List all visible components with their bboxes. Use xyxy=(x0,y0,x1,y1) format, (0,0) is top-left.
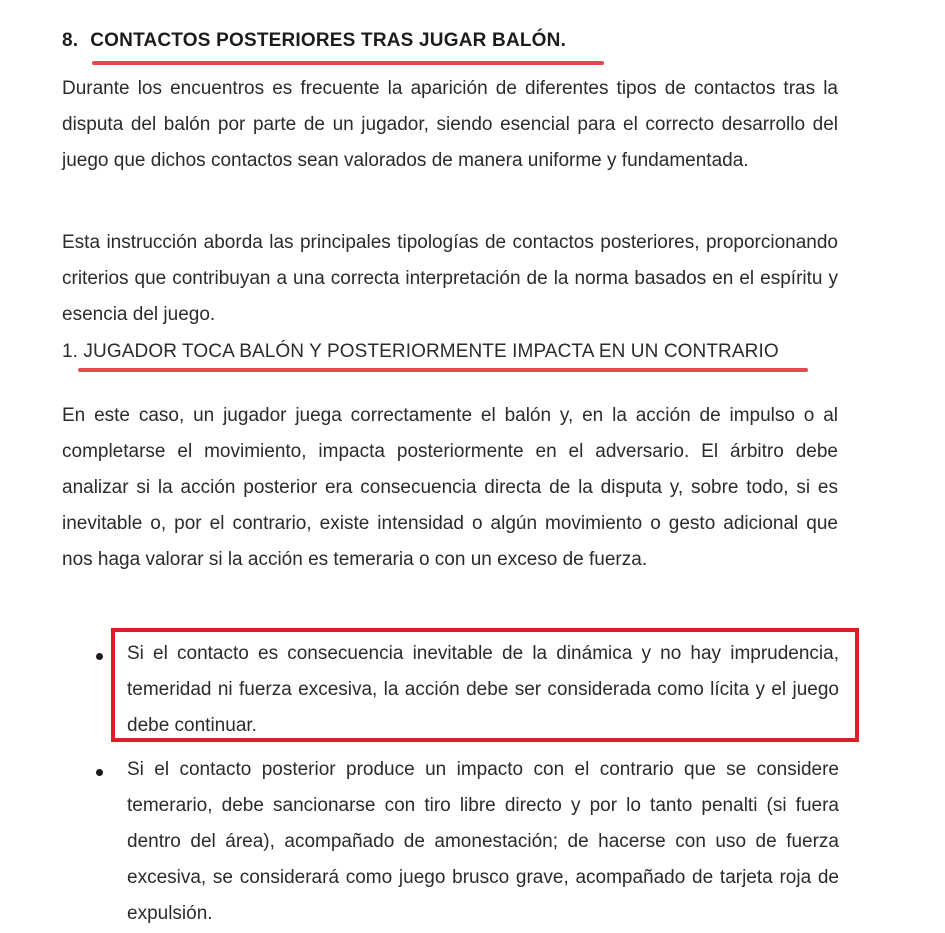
subsection-heading-underline xyxy=(78,368,808,372)
highlight-box xyxy=(111,628,859,742)
bullet-item-1: Si el contacto es consecuencia inevitable de la dinámica y no hay imprudencia, temeridad ni fuerza excesiva, la acción debe ser considerada como lícita y el juego debe continuar. xyxy=(127,643,839,736)
intro-paragraph-1: Durante los encuentros es frecuente la aparición de diferentes tipos de contactos tras la disputa del balón por parte de un jugador, siendo esencial para el correcto desarrollo del juego que dichos contactos sean valorados de manera uniforme y fundamentada. xyxy=(62,78,838,171)
section-heading xyxy=(62,30,566,52)
bullet-item-2: Si el contacto posterior produce un impacto con el contrario que se considere temerario, debe sancionarse con tiro libre directo y por lo tanto penalti (si fuera dentro del área), acompañado de amonestación; de hacerse con uso de fuerza excesiva, se considerará como juego brusco grave, acompañado de tarjeta roja de expulsión. xyxy=(127,759,839,924)
subsection-paragraph: En este caso, un jugador juega correctamente el balón y, en la acción de impulso o al completarse el movimiento, impacta posteriormente en el adversario. El árbitro debe analizar si la acción posterior era consecuencia directa de la disputa y, sobre todo, si es inevitable o, por el contrario, existe intensidad o algún movimiento o gesto adicional que nos haga valorar si la acción es temeraria o con un exceso de fuerza. xyxy=(62,405,838,570)
section-heading-underline xyxy=(92,61,604,65)
bullet-dot-icon xyxy=(96,769,103,776)
intro-paragraph-2: Esta instrucción aborda las principales tipologías de contactos posteriores, proporcionando criterios que contribuyan a una correcta interpretación de la norma basados en el espíritu y esencia del juego. xyxy=(62,232,838,325)
bullet-dot-icon xyxy=(96,653,103,660)
section-number: 8. xyxy=(62,30,79,51)
subsection-heading: 1. JUGADOR TOCA BALÓN Y POSTERIORMENTE IMPACTA EN UN CONTRARIO xyxy=(62,341,779,362)
section-title: CONTACTOS POSTERIORES TRAS JUGAR BALÓN. xyxy=(90,30,567,51)
